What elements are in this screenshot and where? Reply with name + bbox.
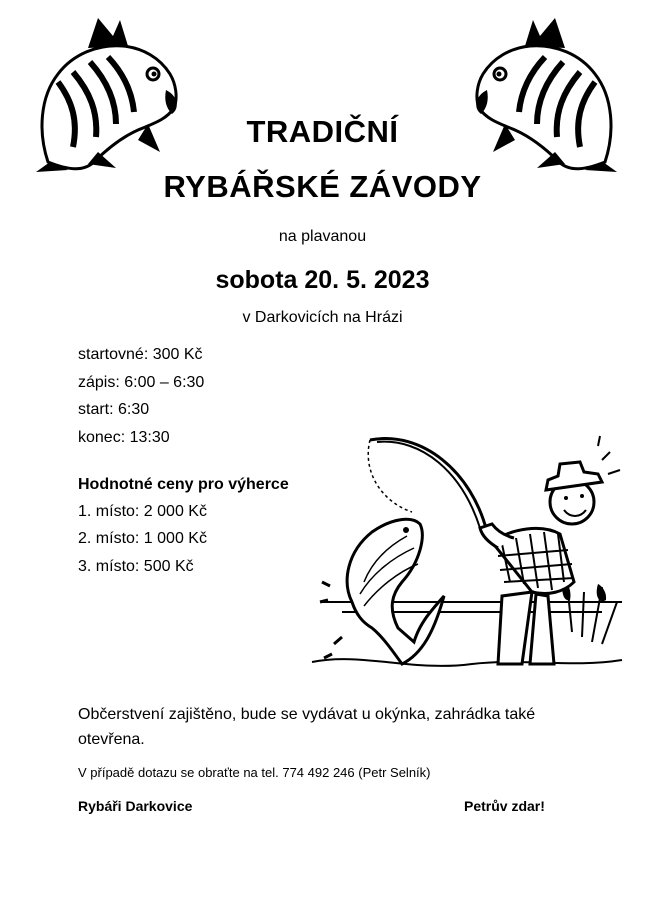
- schedule-registration: zápis: 6:00 – 6:30: [78, 374, 205, 391]
- event-date: sobota 20. 5. 2023: [215, 266, 430, 294]
- refreshments-note: Občerstvení zajištěno, bude se vydávat u okýnka, zahrádka také otevřena.: [78, 706, 536, 748]
- contact-note: V případě dotazu se obraťte na tel. 774 492 246 (Petr Selník): [78, 765, 431, 780]
- title-line-1: TRADIČNÍ: [246, 114, 399, 149]
- schedule-start: start: 6:30: [78, 401, 150, 418]
- schedule-end: konec: 13:30: [78, 429, 170, 446]
- closing-greeting: Petrův zdar!: [464, 798, 545, 814]
- title-line-2: RYBÁŘSKÉ ZÁVODY: [163, 169, 482, 204]
- schedule-fee: startovné: 300 Kč: [78, 346, 203, 363]
- subtitle: na plavanou: [278, 228, 367, 245]
- organizer-name: Rybáři Darkovice: [78, 798, 193, 814]
- prize-first: 1. místo: 2 000 Kč: [78, 503, 207, 520]
- prize-third: 3. místo: 500 Kč: [78, 558, 194, 575]
- fisherman-icon: [302, 432, 642, 694]
- event-location: v Darkovicích na Hrázi: [242, 309, 403, 326]
- prizes-heading: Hodnotné ceny pro výherce: [78, 476, 289, 493]
- prize-second: 2. místo: 1 000 Kč: [78, 530, 207, 547]
